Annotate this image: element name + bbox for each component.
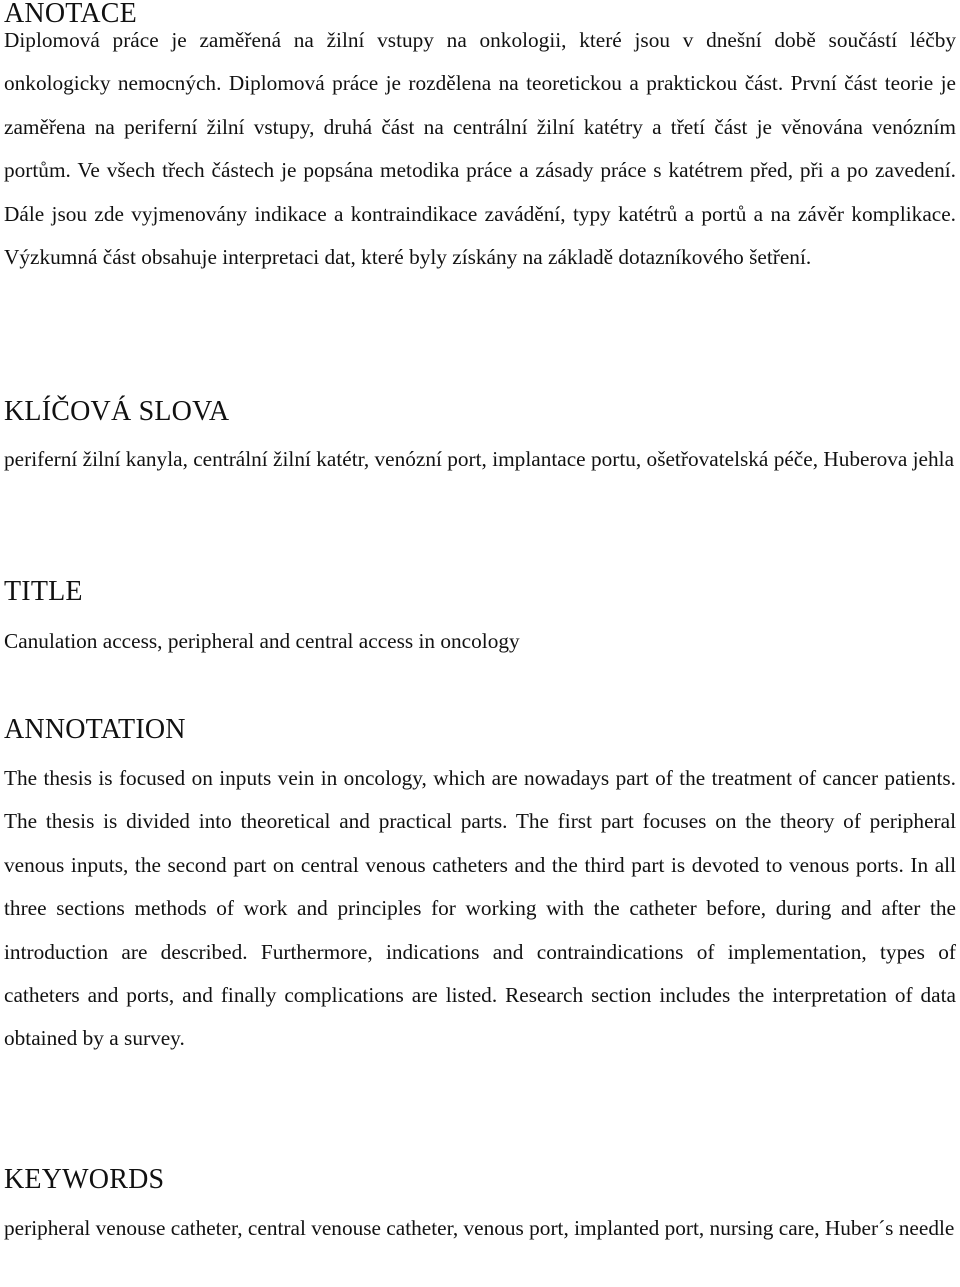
anotace-heading: ANOTACE (4, 0, 137, 29)
anotace-paragraph: Diplomová práce je zaměřená na žilní vstupy na onkologii, které jsou v dnešní době součástí léčby onkologicky nemocných. Diplomová práce je rozdělena na teoretickou a praktickou část. První část teorie je zaměřena na periferní žilní vstupy, druhá část na centrální žilní katétry a třetí část je věnována venózním portům. Ve všech třech částech je popsána metodika práce a zásady práce s katétrem před, při a po zavedení. Dále jsou zde vyjmenovány indikace a kontraindikace zavádění, typy katétrů a portů a na závěr komplikace. Výzkumná část obsahuje interpretaci dat, které byly získány na základě dotazníkového šetření. (4, 28, 956, 270)
annotation-paragraph: The thesis is focused on inputs vein in oncology, which are nowadays part of the treatment of cancer patients. The thesis is divided into theoretical and practical parts. The first part focuses on the theory of peripheral venous inputs, the second part on central venous catheters and the third part is devoted to venous ports. In all three sections methods of work and principles for working with the catheter before, during and after the introduction are described. Furthermore, indications and contraindications of implementation, types of catheters and ports, and finally complications are listed. Research section includes the interpretation of data obtained by a survey. (4, 766, 956, 1051)
klicova-slova-paragraph: periferní žilní kanyla, centrální žilní katétr, venózní port, implantace portu, ošetřovatelská péče, Huberova jehla (4, 447, 955, 471)
klicova-slova-heading: KLÍČOVÁ SLOVA (4, 396, 230, 427)
keywords-heading: KEYWORDS (4, 1164, 165, 1195)
annotation-heading: ANNOTATION (4, 714, 186, 745)
title-heading: TITLE (4, 576, 83, 607)
keywords-paragraph: peripheral venouse catheter, central venouse catheter, venous port, implanted port, nursing care, Huber´s needle (4, 1216, 955, 1240)
title-text: Canulation access, peripheral and central access in oncology (4, 629, 520, 653)
